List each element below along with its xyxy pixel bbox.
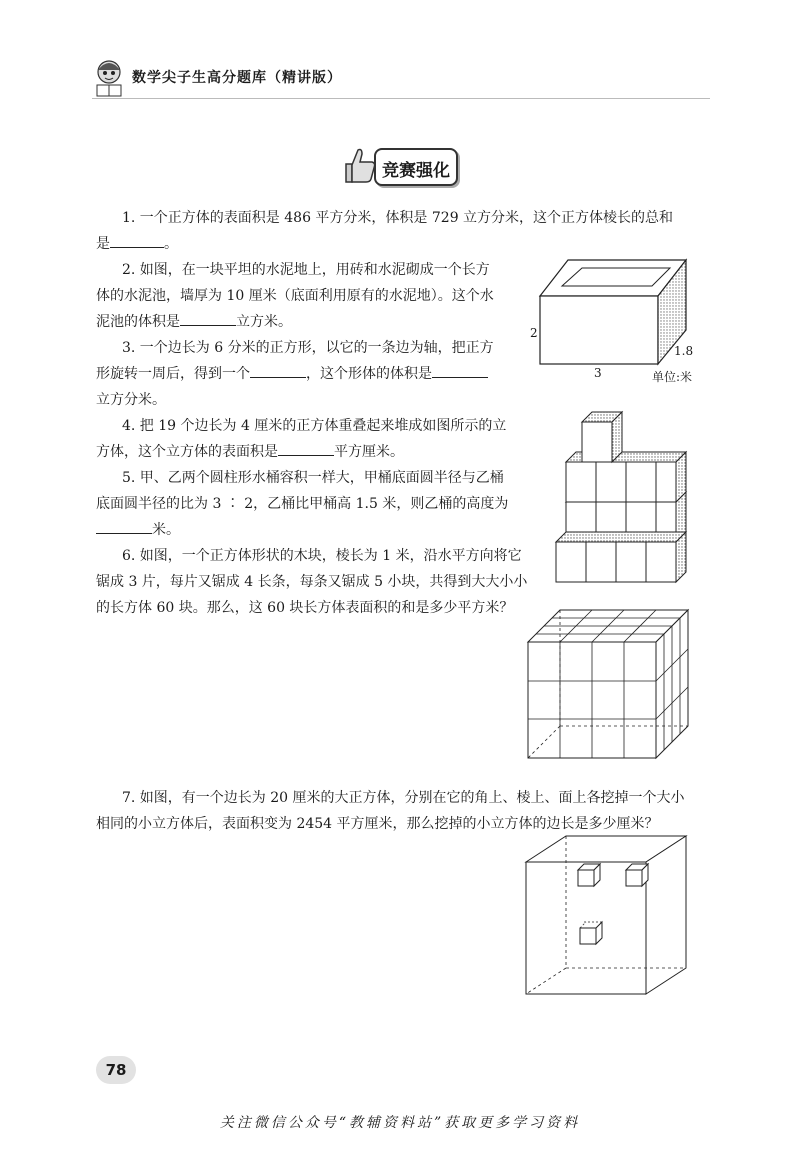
q4-answer-blank[interactable] <box>278 441 334 456</box>
q7-line1: 7. 如图，有一个边长为 20 厘米的大正方体，分别在它的角上、棱上、面上各挖掉一个大小 <box>122 790 685 806</box>
q5-line2: 底面圆半径的比为 3 ∶ 2，乙桶比甲桶高 1.5 米，则乙桶的高度为 <box>96 496 509 512</box>
q3-text-b: ，这个形体的体积是 <box>306 366 432 382</box>
sawn-cube-figure <box>522 606 692 762</box>
section-title-box <box>374 148 458 186</box>
q2-line3 <box>96 310 292 334</box>
q4-line2 <box>96 440 404 464</box>
sawn-cube-drawing <box>522 606 692 762</box>
carved-cube-figure <box>520 832 692 998</box>
q1-line1: 1. 一个正方体的表面积是 486 平方分米，体积是 729 立方分米，这个正方体棱长的总和 <box>122 210 674 226</box>
q1-text-b: 。 <box>164 236 178 252</box>
page-header <box>92 58 392 98</box>
section-badge <box>338 140 460 190</box>
carved-cube-drawing <box>520 832 692 998</box>
mascot-icon <box>92 58 126 98</box>
q2-answer-blank[interactable] <box>180 311 236 326</box>
q3-answer-blank-2[interactable] <box>432 363 488 378</box>
q7-line2: 相同的小立方体后，表面积变为 2454 平方厘米，那么挖掉的小立方体的边长是多少厘米？ <box>96 816 659 832</box>
stacked-cubes-figure <box>552 408 700 586</box>
q3-line2 <box>96 362 488 386</box>
q2-text-b: 立方米。 <box>236 314 292 330</box>
footer-note: 关注微信公众号“教辅资料站”获取更多学习资料 <box>219 1115 581 1131</box>
q4-text-a: 方体，这个立方体的表面积是 <box>96 444 278 460</box>
q2-text-a: 泥池的体积是 <box>96 314 180 330</box>
q3-line3: 立方分米。 <box>96 392 166 408</box>
q5-answer-blank[interactable] <box>96 519 152 534</box>
q1-answer-blank[interactable] <box>110 233 164 248</box>
page-number-badge <box>96 1056 136 1084</box>
pool-length-label: 3 <box>594 366 602 380</box>
q6-line2: 锯成 3 片，每片又锯成 4 长条，每条又锯成 5 小块，共得到大大小小 <box>96 574 528 590</box>
q3-answer-blank-1[interactable] <box>250 363 306 378</box>
pool-drawing <box>528 254 708 384</box>
q4-text-b: 平方厘米。 <box>334 444 404 460</box>
q5-text: 米。 <box>152 522 180 538</box>
header-divider <box>92 98 710 99</box>
page-number: 78 <box>105 1061 127 1079</box>
q1-line2 <box>96 232 178 256</box>
q6-line1: 6. 如图，一个正方体形状的木块，棱长为 1 米，沿水平方向将它 <box>122 548 522 564</box>
pool-figure <box>528 254 708 384</box>
q3-text-a: 形旋转一周后，得到一个 <box>96 366 250 382</box>
q2-line1: 2. 如图，在一块平坦的水泥地上，用砖和水泥砌成一个长方 <box>122 262 490 278</box>
section-title: 竞赛强化 <box>382 161 450 181</box>
pool-width-label: 1.8 <box>674 344 694 358</box>
q2-line2: 体的水泥池，墙厚为 10 厘米（底面利用原有的水泥地）。这个水 <box>96 288 494 304</box>
book-title: 数学尖子生高分题库（精讲版） <box>132 70 342 86</box>
q6-line3: 的长方体 60 块。那么，这 60 块长方体表面积的和是多少平方米？ <box>96 600 514 616</box>
stacked-cubes-drawing <box>552 408 700 586</box>
q4-line1: 4. 把 19 个边长为 4 厘米的正方体重叠起来堆成如图所示的立 <box>122 418 507 434</box>
q1-text-a: 是 <box>96 236 110 252</box>
pool-unit-label: 单位:米 <box>652 370 693 384</box>
q5-line3 <box>96 518 180 542</box>
pool-height-label: 2 <box>530 326 538 340</box>
q5-line1: 5. 甲、乙两个圆柱形水桶容积一样大，甲桶底面圆半径与乙桶 <box>122 470 504 486</box>
q3-line1: 3. 一个边长为 6 分米的正方形，以它的一条边为轴，把正方 <box>122 340 494 356</box>
